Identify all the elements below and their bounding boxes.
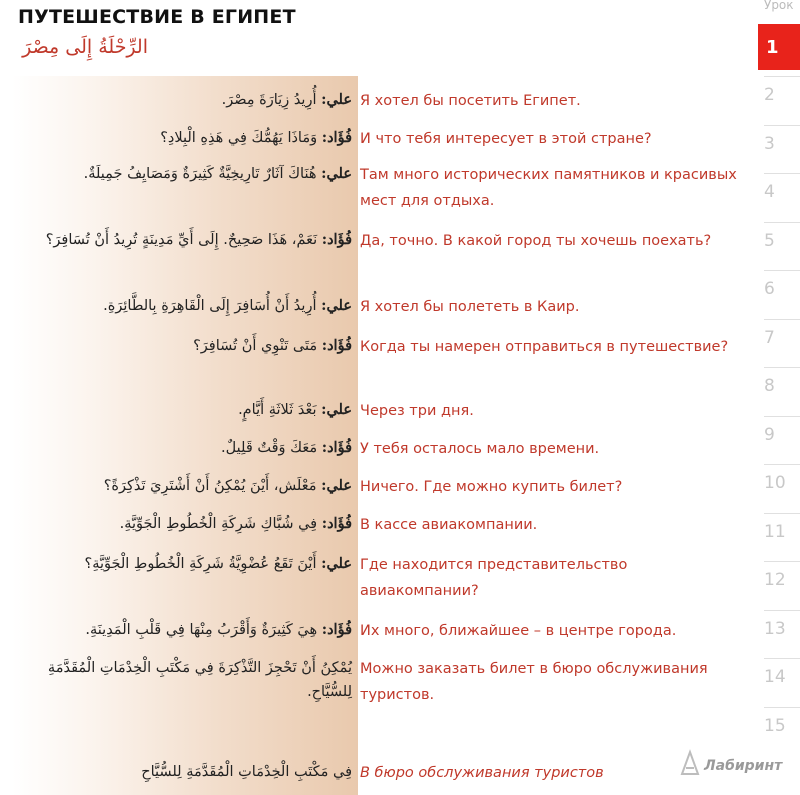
dialogue-arabic <box>12 436 352 460</box>
russian-translation: Где находится представительство авиакомпании? <box>360 557 628 599</box>
speaker-label: علي: <box>321 297 352 314</box>
dialogue-arabic <box>12 228 352 252</box>
dialogue-arabic <box>12 618 352 642</box>
russian-translation: Я хотел бы полететь в Каир. <box>360 299 580 315</box>
russian-translation: Ничего. Где можно купить билет? <box>360 479 623 495</box>
arabic-line: فِي شُبَّاكِ شَرِكَةِ الْخُطُوطِ الْجَوِّيَّةِ. <box>119 516 318 532</box>
russian-translation: И что тебя интересует в этой стране? <box>360 131 652 147</box>
dialogue-arabic <box>12 334 352 358</box>
arabic-line: مَعَكَ وَقْتٌ قَلِيلٌ. <box>221 440 318 456</box>
lesson-tab-5[interactable]: 5 <box>764 222 800 262</box>
dialogue-arabic <box>12 294 352 318</box>
arabic-line: مَتَى تَنْوِي أَنْ تُسَافِرَ؟ <box>193 338 318 354</box>
dialogue-arabic <box>12 126 352 150</box>
dialogue-arabic <box>12 552 352 576</box>
lessons-header: Урок <box>764 0 794 12</box>
lesson-tab-13[interactable]: 13 <box>764 610 800 650</box>
lesson-tab-7[interactable]: 7 <box>764 319 800 359</box>
speaker-label: علي: <box>321 401 352 418</box>
russian-translation: Их много, ближайшее – в центре города. <box>360 623 677 639</box>
speaker-label: علي: <box>321 555 352 572</box>
lesson-tab-10[interactable]: 10 <box>764 464 800 504</box>
dialogue-arabic <box>12 512 352 536</box>
arabic-line: وَمَاذَا يَهُمُّكَ فِي هَذِهِ الْبِلادِ؟ <box>160 130 318 146</box>
lesson-tab-2[interactable]: 2 <box>764 76 800 116</box>
vocab-russian: В бюро обслуживания туристов <box>360 765 604 781</box>
dialogue-arabic <box>12 88 352 112</box>
russian-translation: В кассе авиакомпании. <box>360 517 538 533</box>
lesson-tab-11[interactable]: 11 <box>764 513 800 553</box>
speaker-label: فُؤَاد: <box>321 515 352 532</box>
speaker-label: علي: <box>321 91 352 108</box>
speaker-label: فُؤَاد: <box>321 439 352 456</box>
arabic-line: هِيَ كَثِيرَةٌ وَأَقْرَبُ مِنْهَا فِي قَلْبِ الْمَدِينَةِ. <box>85 622 318 638</box>
watermark-text: Лабиринт <box>704 758 783 774</box>
lesson-tab-12[interactable]: 12 <box>764 561 800 601</box>
russian-translation: Там много исторических памятников и красивых мест для отдыха. <box>360 167 737 209</box>
arabic-line: أُرِيدُ زِيَارَةَ مِصْرَ. <box>221 92 317 108</box>
arabic-line: مَعْلَش، أَيْنَ يُمْكِنُ أَنْ أَشْتَرِيَ تَذْكِرَةً؟ <box>103 478 317 494</box>
page-title: ПУТЕШЕСТВИЕ В ЕГИПЕТ <box>18 6 296 28</box>
lesson-tab-6[interactable]: 6 <box>764 270 800 310</box>
dialogue-arabic <box>12 162 352 186</box>
lesson-tab-15[interactable]: 15 <box>764 707 800 747</box>
dialogue-arabic <box>12 398 352 422</box>
arabic-line: أُرِيدُ أَنْ أُسَافِرَ إِلَى الْقَاهِرَةِ بِالطَّائِرَةِ. <box>103 298 317 314</box>
russian-translation: Через три дня. <box>360 403 474 419</box>
speaker-label: فُؤَاد: <box>321 621 352 638</box>
lesson-tab-8[interactable]: 8 <box>764 367 800 407</box>
speaker-label: علي: <box>321 165 352 182</box>
russian-translation: Я хотел бы посетить Египет. <box>360 93 581 109</box>
arabic-line: أَيْنَ تَقَعُ عُضْوِيَّةُ شَرِكَةِ الْخُطُوطِ الْجَوِّيَّةِ؟ <box>84 556 317 572</box>
lesson-tab-active[interactable]: 1 <box>758 24 800 70</box>
arabic-line: بَعْدَ ثَلاثَةِ أَيَّامٍ. <box>238 402 317 418</box>
lesson-tab-3[interactable]: 3 <box>764 125 800 165</box>
lesson-tab-9[interactable]: 9 <box>764 416 800 456</box>
speaker-label: علي: <box>321 477 352 494</box>
russian-translation: Можно заказать билет в бюро обслуживания туристов. <box>360 661 708 703</box>
russian-translation: У тебя осталось мало времени. <box>360 441 600 457</box>
russian-translation: Когда ты намерен отправиться в путешествие? <box>360 339 729 355</box>
speaker-label: فُؤَاد: <box>321 337 352 354</box>
dialogue-arabic <box>12 474 352 498</box>
arabic-line: نَعَمْ، هَذَا صَحِيحٌ. إِلَى أَيِّ مَدِينَةٍ تُرِيدُ أَنْ تُسَافِرَ؟ <box>45 232 318 248</box>
dialogue-arabic <box>12 656 352 704</box>
speaker-label: فُؤَاد: <box>321 231 352 248</box>
arabic-line: هُنَاكَ آثَارٌ تَارِيخِيَّةٌ كَثِيرَةٌ وَمَصَايِفُ جَمِيلَةٌ. <box>83 166 317 182</box>
vocab-arabic: فِي مَكْتَبِ الْخِدْمَاتِ الْمُقَدَّمَةِ لِلسُّيَّاحِ <box>141 764 352 780</box>
page-subtitle-arabic: الرِّحْلَةُ إِلَى مِصْرَ <box>22 36 148 58</box>
lesson-tab-4[interactable]: 4 <box>764 173 800 213</box>
arabic-line: يُمْكِنُ أَنْ تَحْجِزَ التَّذْكِرَةَ فِي مَكْتَبِ الْخِدْمَاتِ الْمُقَدَّمَةِ لِلسُّيَّاحِ. <box>47 660 352 700</box>
russian-translation: Да, точно. В какой город ты хочешь поехать? <box>360 233 712 249</box>
lesson-tab-14[interactable]: 14 <box>764 658 800 698</box>
speaker-label: فُؤَاد: <box>321 129 352 146</box>
